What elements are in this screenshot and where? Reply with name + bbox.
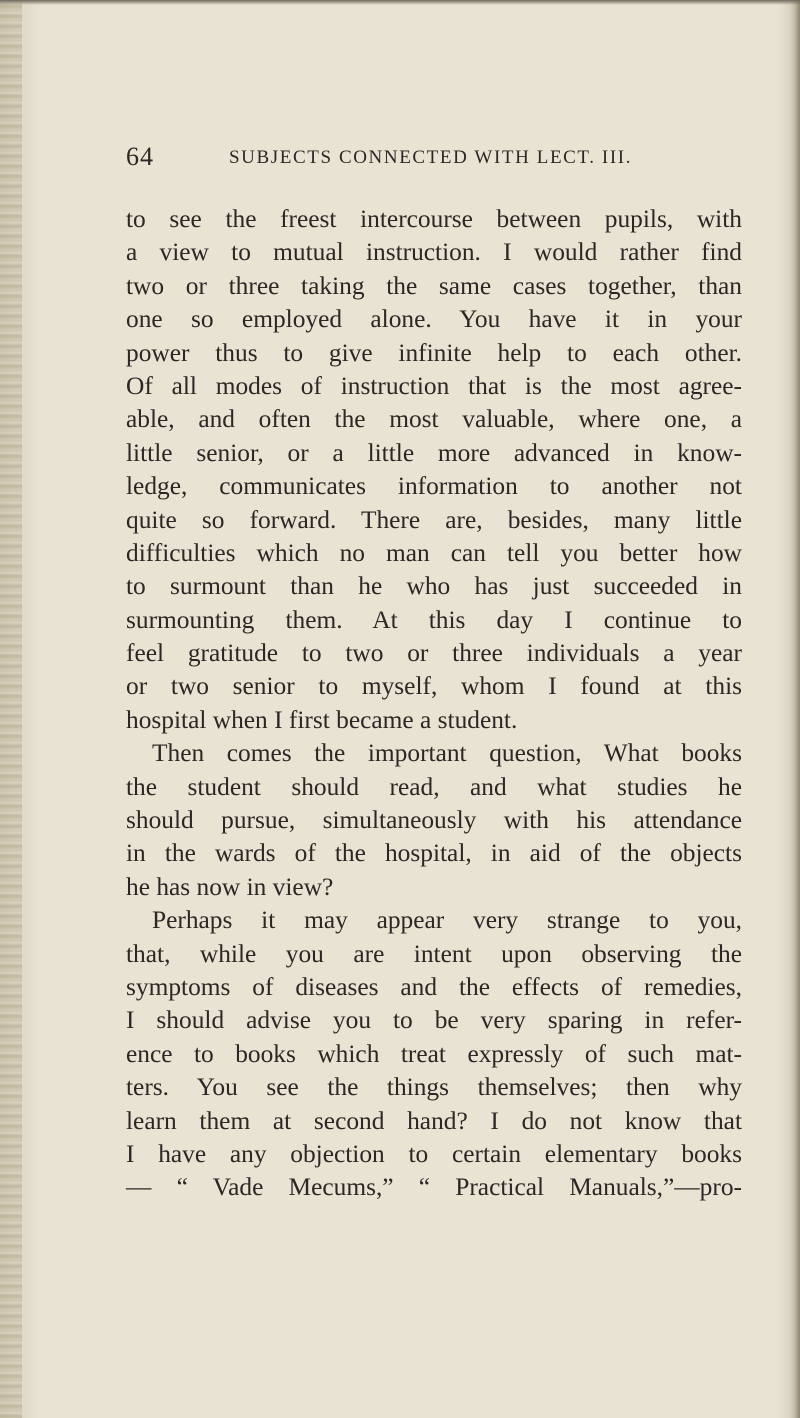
text-line: two or three taking the same cases together, than [126,271,742,300]
text-line: ters. You see the things themselves; then why [126,1073,742,1102]
text-line: hospital when I first became a student. [126,705,518,734]
body-text [126,203,742,1205]
text-line: ence to books which treat expressly of such mat- [126,1039,742,1068]
running-head [126,140,740,174]
text-line: feel gratitude to two or three individuals a year [126,639,742,668]
text-line: surmounting them. At this day I continue to [126,605,742,634]
text-line: to surmount than he who has just succeeded in [126,572,742,601]
text-line: a view to mutual instruction. I would rather find [126,238,742,267]
text-line: in the wards of the hospital, in aid of the objects [126,839,742,868]
text-line: I have any objection to certain elementary books [126,1139,742,1168]
text-line: to see the freest intercourse between pupils, with [126,205,742,233]
text-line: learn them at second hand? I do not know that [126,1106,742,1135]
text-line: should pursue, simultaneously with his attendance [126,806,742,835]
text-line: little senior, or a little more advanced in know- [126,438,742,467]
text-line: Perhaps it may appear very strange to you, [152,906,742,935]
text-line: power thus to give infinite help to each other. [126,338,742,367]
text-line: Then comes the important question, What books [152,739,742,768]
running-head-title: SUBJECTS CONNECTED WITH LECT. III. [229,147,633,168]
page-right-edge [790,0,800,1418]
text-line: — “ Vade Mecums,” “ Practical Manuals,”—pro- [126,1173,742,1202]
text-line: able, and often the most valuable, where one, a [126,405,742,434]
text-line: difficulties which no man can tell you better how [126,538,742,567]
text-line: one so employed alone. You have it in your [126,305,742,334]
binding-edge [0,0,22,1418]
text-line: Of all modes of instruction that is the most agree- [126,371,742,400]
text-line: or two senior to myself, whom I found at this [126,672,742,701]
text-line: quite so forward. There are, besides, many little [126,505,742,534]
text-line: ledge, communicates information to another not [126,472,742,501]
text-line: symptoms of diseases and the effects of remedies, [126,972,742,1001]
text-line: I should advise you to be very sparing in refer- [126,1006,742,1035]
text-line: that, while you are intent upon observing the [126,939,742,968]
page-number: 64 [126,142,154,171]
text-line: the student should read, and what studies he [126,772,742,801]
text-line: he has now in view? [126,872,334,901]
page-top-edge [0,0,800,5]
